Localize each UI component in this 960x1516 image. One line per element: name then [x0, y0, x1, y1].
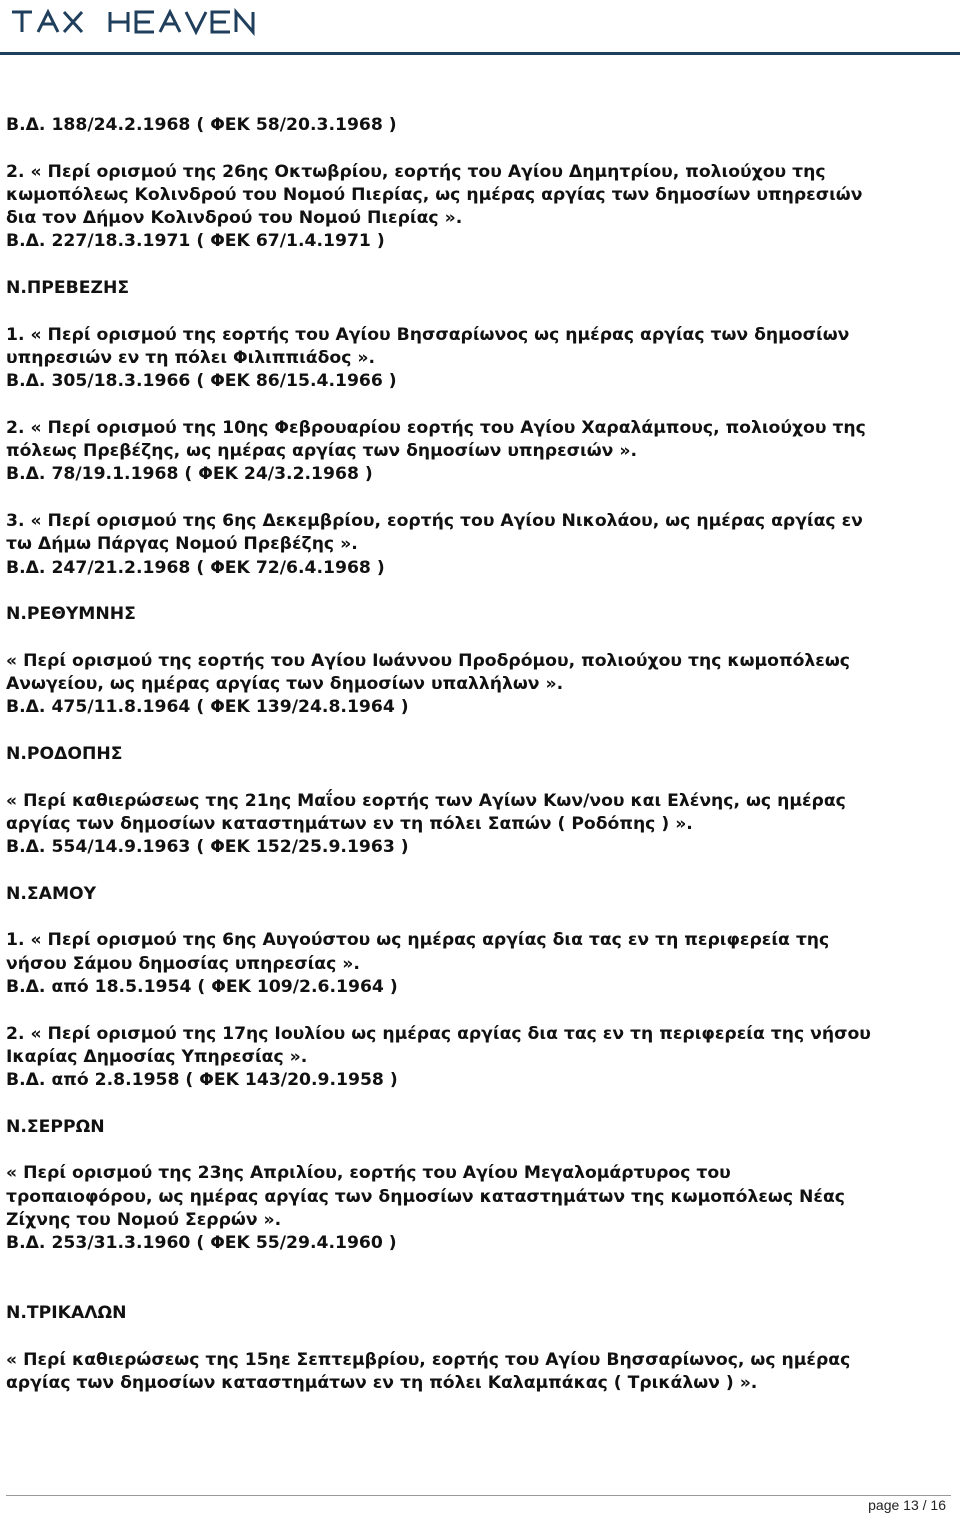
text-line: δια τον Δήμον Κολινδρού του Νομού Πιερίας ». — [6, 208, 463, 229]
section-heading: Ν.ΠΡΕΒΕΖΗΣ — [6, 278, 130, 299]
text-line: « Περί καθιερώσεως της 21ης Μαΐου εορτής των Αγίων Κων/νου και Ελένης, ως ημέρας — [6, 790, 846, 811]
blank-line — [6, 999, 951, 1022]
blank-line — [6, 394, 951, 417]
text-line: « Περί ορισμού της εορτής του Αγίου Ιωάννου Προδρόμου, πολιούχου της κωμοπόλεως — [6, 650, 850, 671]
document-body — [6, 114, 951, 1395]
header-divider — [0, 52, 960, 55]
section-heading: Ν.ΤΡΙΚΑΛΩΝ — [6, 1303, 127, 1324]
text-line: 2. « Περί ορισμού της 10ης Φεβρουαρίου εορτής του Αγίου Χαραλάμπους, πολιούχου της — [6, 417, 866, 438]
footer-divider — [6, 1495, 951, 1496]
text-line: υπηρεσιών εν τη πόλει Φιλιππιάδος ». — [6, 347, 375, 368]
blank-line — [6, 860, 951, 883]
blank-line — [6, 137, 951, 160]
text-line: αργίας των δημοσίων καταστημάτων εν τη πόλει Καλαμπάκας ( Τρικάλων ) ». — [6, 1373, 758, 1394]
text-line: πόλεως Πρεβέζης, ως ημέρας αργίας των δημοσίων υπηρεσιών ». — [6, 441, 637, 462]
section-heading: Ν.ΣΕΡΡΩΝ — [6, 1116, 105, 1137]
blank-line — [6, 254, 951, 277]
text-line: Β.Δ. 305/18.3.1966 ( ΦΕΚ 86/15.4.1966 ) — [6, 371, 397, 392]
text-line: « Περί ορισμού της 23ης Απριλίου, εορτής του Αγίου Μεγαλομάρτυρος του — [6, 1163, 731, 1184]
text-line: τω Δήμω Πάργας Νομού Πρεβέζης ». — [6, 534, 358, 555]
blank-line — [6, 1256, 951, 1279]
text-line: Β.Δ. 78/19.1.1968 ( ΦΕΚ 24/3.2.1968 ) — [6, 464, 373, 485]
blank-line — [6, 627, 951, 650]
blank-line — [6, 1279, 951, 1302]
page-number: page 13 / 16 — [868, 1497, 946, 1513]
text-line: Ικαρίας Δημοσίας Υπηρεσίας ». — [6, 1046, 308, 1067]
text-line: Β.Δ. 227/18.3.1971 ( ΦΕΚ 67/1.4.1971 ) — [6, 231, 385, 252]
text-line: τροπαιοφόρου, ως ημέρας αργίας των δημοσίων καταστημάτων της κωμοπόλεως Νέας — [6, 1186, 845, 1207]
blank-line — [6, 906, 951, 929]
blank-line — [6, 766, 951, 789]
section-heading: Ν.ΣΑΜΟΥ — [6, 883, 97, 904]
text-line: 1. « Περί ορισμού της 6ης Αυγούστου ως ημέρας αργίας δια τας εν τη περιφερεία της — [6, 930, 830, 951]
text-line: 3. « Περί ορισμού της 6ης Δεκεμβρίου, εορτής του Αγίου Νικολάου, ως ημέρας αργίας εν — [6, 511, 863, 532]
text-line: 2. « Περί ορισμού της 17ης Ιουλίου ως ημέρας αργίας δια τας εν τη περιφερεία της νήσου — [6, 1023, 871, 1044]
text-line: κωμοπόλεως Κολινδρού του Νομού Πιερίας, ως ημέρας αργίας των δημοσίων υπηρεσιών — [6, 184, 863, 205]
blank-line — [6, 580, 951, 603]
blank-line — [6, 1139, 951, 1162]
section-heading: Ν.ΡΕΘΥΜΝΗΣ — [6, 604, 136, 625]
text-line: Β.Δ. από 2.8.1958 ( ΦΕΚ 143/20.9.1958 ) — [6, 1070, 398, 1091]
text-line: Β.Δ. 554/14.9.1963 ( ΦΕΚ 152/25.9.1963 ) — [6, 837, 409, 858]
blank-line — [6, 487, 951, 510]
text-line: Β.Δ. 188/24.2.1968 ( ΦΕΚ 58/20.3.1968 ) — [6, 115, 397, 135]
text-line: Β.Δ. 253/31.3.1960 ( ΦΕΚ 55/29.4.1960 ) — [6, 1233, 397, 1254]
text-line: « Περί καθιερώσεως της 15ηε Σεπτεμβρίου, εορτής του Αγίου Βησσαρίωνος, ως ημέρας — [6, 1349, 851, 1370]
blank-line — [6, 720, 951, 743]
text-line: νήσου Σάμου δημοσίας υπηρεσίας ». — [6, 953, 360, 974]
text-line: 1. « Περί ορισμού της εορτής του Αγίου Βησσαρίωνος ως ημέρας αργίας των δημοσίων — [6, 324, 850, 345]
text-line: Β.Δ. από 18.5.1954 ( ΦΕΚ 109/2.6.1964 ) — [6, 976, 398, 997]
text-line: Β.Δ. 247/21.2.1968 ( ΦΕΚ 72/6.4.1968 ) — [6, 557, 385, 578]
section-heading: Ν.ΡΟΔΟΠΗΣ — [6, 744, 123, 765]
blank-line — [6, 300, 951, 323]
text-line: Ανωγείου, ως ημέρας αργίας των δημοσίων υπαλλήλων ». — [6, 674, 564, 695]
text-line: 2. « Περί ορισμού της 26ης Οκτωβρίου, εορτής του Αγίου Δημητρίου, πολιούχου της — [6, 161, 826, 182]
blank-line — [6, 1092, 951, 1115]
tax-heaven-logo — [10, 8, 255, 36]
text-line: Ζίχνης του Νομού Σερρών ». — [6, 1209, 282, 1230]
text-line: αργίας των δημοσίων καταστημάτων εν τη πόλει Σαπών ( Ροδόπης ) ». — [6, 813, 693, 834]
text-line: Β.Δ. 475/11.8.1964 ( ΦΕΚ 139/24.8.1964 ) — [6, 697, 409, 718]
blank-line — [6, 1325, 951, 1348]
